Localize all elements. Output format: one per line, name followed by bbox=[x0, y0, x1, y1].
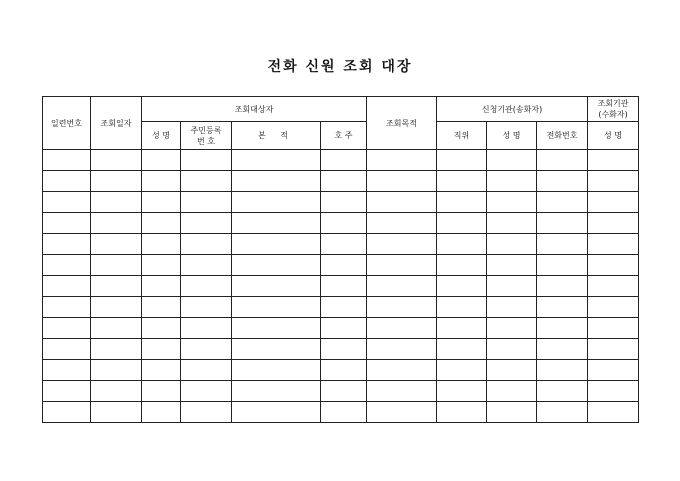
table-cell[interactable] bbox=[232, 402, 321, 423]
table-cell[interactable] bbox=[142, 297, 181, 318]
table-cell[interactable] bbox=[367, 255, 437, 276]
table-cell[interactable] bbox=[321, 234, 367, 255]
table-cell[interactable] bbox=[321, 276, 367, 297]
table-cell[interactable] bbox=[321, 192, 367, 213]
header-requester-name: 성 명 bbox=[487, 122, 537, 150]
table-cell[interactable] bbox=[487, 213, 537, 234]
table-cell[interactable] bbox=[537, 297, 588, 318]
table-cell[interactable] bbox=[537, 213, 588, 234]
table-row bbox=[43, 402, 639, 423]
table-cell[interactable] bbox=[232, 297, 321, 318]
table-cell[interactable] bbox=[437, 213, 487, 234]
table-cell[interactable] bbox=[588, 381, 639, 402]
table-cell[interactable] bbox=[321, 213, 367, 234]
table-cell[interactable] bbox=[142, 171, 181, 192]
table-cell[interactable] bbox=[537, 381, 588, 402]
table-cell[interactable] bbox=[181, 297, 232, 318]
table-cell[interactable] bbox=[91, 276, 142, 297]
table-cell[interactable] bbox=[181, 150, 232, 171]
table-cell[interactable] bbox=[321, 297, 367, 318]
table-row bbox=[43, 339, 639, 360]
table-cell[interactable] bbox=[181, 402, 232, 423]
header-inquiry-date: 조회일자 bbox=[91, 97, 142, 150]
table-cell[interactable] bbox=[91, 234, 142, 255]
table-cell[interactable] bbox=[537, 234, 588, 255]
table-cell[interactable] bbox=[142, 276, 181, 297]
table-cell[interactable] bbox=[142, 213, 181, 234]
header-inquiry-org bbox=[588, 97, 639, 122]
table-cell[interactable] bbox=[588, 360, 639, 381]
table-cell[interactable] bbox=[142, 192, 181, 213]
table-cell[interactable] bbox=[43, 234, 91, 255]
table-cell[interactable] bbox=[437, 276, 487, 297]
table-cell[interactable] bbox=[588, 297, 639, 318]
table-row bbox=[43, 150, 639, 171]
table-cell[interactable] bbox=[537, 339, 588, 360]
table-cell[interactable] bbox=[487, 381, 537, 402]
table-cell[interactable] bbox=[588, 339, 639, 360]
table-cell[interactable] bbox=[588, 234, 639, 255]
table-row bbox=[43, 234, 639, 255]
table-cell[interactable] bbox=[437, 402, 487, 423]
table-cell[interactable] bbox=[588, 150, 639, 171]
table-cell[interactable] bbox=[181, 318, 232, 339]
table-cell[interactable] bbox=[487, 402, 537, 423]
table-row bbox=[43, 192, 639, 213]
table-cell[interactable] bbox=[487, 150, 537, 171]
table-cell[interactable] bbox=[487, 276, 537, 297]
table-cell[interactable] bbox=[232, 339, 321, 360]
table-row bbox=[43, 171, 639, 192]
header-domicile: 본 적 bbox=[232, 122, 321, 150]
table-row bbox=[43, 318, 639, 339]
table-cell[interactable] bbox=[588, 255, 639, 276]
table-cell[interactable] bbox=[43, 318, 91, 339]
table-cell[interactable] bbox=[142, 150, 181, 171]
header-inquiry-org-line1: 조회기관 bbox=[597, 99, 629, 108]
table-cell[interactable] bbox=[537, 192, 588, 213]
table-cell[interactable] bbox=[232, 192, 321, 213]
table-cell[interactable] bbox=[487, 360, 537, 381]
table-cell[interactable] bbox=[367, 150, 437, 171]
inquiry-ledger-table bbox=[42, 96, 639, 423]
table-cell[interactable] bbox=[232, 318, 321, 339]
table-cell[interactable] bbox=[537, 276, 588, 297]
table-cell[interactable] bbox=[232, 171, 321, 192]
table-cell[interactable] bbox=[91, 171, 142, 192]
table-cell[interactable] bbox=[181, 339, 232, 360]
header-position: 직위 bbox=[437, 122, 487, 150]
table-cell[interactable] bbox=[487, 297, 537, 318]
table-cell[interactable] bbox=[232, 276, 321, 297]
table-cell[interactable] bbox=[588, 318, 639, 339]
table-cell[interactable] bbox=[142, 255, 181, 276]
document-title: 전화 신원 조회 대장 bbox=[267, 59, 413, 75]
table-cell[interactable] bbox=[91, 297, 142, 318]
table-cell[interactable] bbox=[367, 276, 437, 297]
table-cell[interactable] bbox=[232, 381, 321, 402]
ledger-body bbox=[43, 150, 639, 423]
table-cell[interactable] bbox=[43, 150, 91, 171]
header-serial-no: 일련번호 bbox=[43, 97, 91, 150]
table-cell[interactable] bbox=[367, 171, 437, 192]
table-cell[interactable] bbox=[91, 192, 142, 213]
table-row bbox=[43, 297, 639, 318]
table-cell[interactable] bbox=[588, 192, 639, 213]
table-cell[interactable] bbox=[321, 402, 367, 423]
table-cell[interactable] bbox=[91, 318, 142, 339]
header-inquiry-subject: 조회대상자 bbox=[142, 97, 367, 122]
table-row bbox=[43, 360, 639, 381]
table-cell[interactable] bbox=[537, 171, 588, 192]
table-cell[interactable] bbox=[437, 255, 487, 276]
table-cell[interactable] bbox=[91, 255, 142, 276]
table-cell[interactable] bbox=[437, 318, 487, 339]
table-cell[interactable] bbox=[142, 234, 181, 255]
table-cell[interactable] bbox=[321, 360, 367, 381]
table-cell[interactable] bbox=[43, 402, 91, 423]
table-cell[interactable] bbox=[91, 360, 142, 381]
table-cell[interactable] bbox=[43, 360, 91, 381]
table-cell[interactable] bbox=[588, 402, 639, 423]
table-cell[interactable] bbox=[142, 360, 181, 381]
header-resident-no bbox=[181, 122, 232, 150]
table-cell[interactable] bbox=[367, 318, 437, 339]
table-cell[interactable] bbox=[367, 297, 437, 318]
table-cell[interactable] bbox=[437, 297, 487, 318]
table-cell[interactable] bbox=[321, 150, 367, 171]
table-cell[interactable] bbox=[181, 171, 232, 192]
table-cell[interactable] bbox=[321, 381, 367, 402]
table-row bbox=[43, 381, 639, 402]
header-inquiry-purpose: 조회목적 bbox=[367, 97, 437, 150]
table-cell[interactable] bbox=[43, 255, 91, 276]
table-cell[interactable] bbox=[321, 318, 367, 339]
table-cell[interactable] bbox=[91, 339, 142, 360]
table-row bbox=[43, 213, 639, 234]
table-cell[interactable] bbox=[487, 318, 537, 339]
table-cell[interactable] bbox=[43, 213, 91, 234]
table-cell[interactable] bbox=[487, 192, 537, 213]
table-row bbox=[43, 255, 639, 276]
table-cell[interactable] bbox=[232, 360, 321, 381]
header-receiver-name: 성 명 bbox=[588, 122, 639, 150]
table-cell[interactable] bbox=[142, 339, 181, 360]
table-cell[interactable] bbox=[487, 171, 537, 192]
header-inquiry-org-line2: (수화자) bbox=[598, 110, 628, 119]
table-cell[interactable] bbox=[487, 234, 537, 255]
table-cell[interactable] bbox=[142, 402, 181, 423]
table-cell[interactable] bbox=[91, 381, 142, 402]
table-cell[interactable] bbox=[588, 171, 639, 192]
header-subject-name: 성 명 bbox=[142, 122, 181, 150]
table-cell[interactable] bbox=[181, 381, 232, 402]
table-cell[interactable] bbox=[232, 234, 321, 255]
table-cell[interactable] bbox=[487, 255, 537, 276]
table-cell[interactable] bbox=[43, 276, 91, 297]
table-cell[interactable] bbox=[321, 339, 367, 360]
table-cell[interactable] bbox=[181, 276, 232, 297]
header-household-head: 호 주 bbox=[321, 122, 367, 150]
table-cell[interactable] bbox=[43, 339, 91, 360]
table-cell[interactable] bbox=[91, 150, 142, 171]
table-cell[interactable] bbox=[437, 381, 487, 402]
table-cell[interactable] bbox=[537, 318, 588, 339]
table-cell[interactable] bbox=[232, 255, 321, 276]
table-cell[interactable] bbox=[91, 213, 142, 234]
table-cell[interactable] bbox=[437, 150, 487, 171]
header-requesting-org: 신청기관(송화자) bbox=[437, 97, 588, 122]
table-cell[interactable] bbox=[487, 339, 537, 360]
table-cell[interactable] bbox=[537, 402, 588, 423]
table-cell[interactable] bbox=[43, 171, 91, 192]
table-row bbox=[43, 276, 639, 297]
table-cell[interactable] bbox=[181, 192, 232, 213]
table-cell[interactable] bbox=[437, 339, 487, 360]
table-cell[interactable] bbox=[367, 381, 437, 402]
table-cell[interactable] bbox=[588, 276, 639, 297]
table-cell[interactable] bbox=[181, 360, 232, 381]
table-cell[interactable] bbox=[437, 360, 487, 381]
table-cell[interactable] bbox=[437, 192, 487, 213]
table-cell[interactable] bbox=[142, 381, 181, 402]
table-cell[interactable] bbox=[367, 234, 437, 255]
table-cell[interactable] bbox=[437, 171, 487, 192]
table-cell[interactable] bbox=[367, 192, 437, 213]
table-cell[interactable] bbox=[537, 360, 588, 381]
table-cell[interactable] bbox=[181, 255, 232, 276]
table-cell[interactable] bbox=[437, 234, 487, 255]
table-cell[interactable] bbox=[321, 255, 367, 276]
table-cell[interactable] bbox=[321, 171, 367, 192]
table-cell[interactable] bbox=[181, 234, 232, 255]
table-cell[interactable] bbox=[43, 192, 91, 213]
table-cell[interactable] bbox=[181, 213, 232, 234]
table-cell[interactable] bbox=[142, 318, 181, 339]
table-cell[interactable] bbox=[588, 213, 639, 234]
table-cell[interactable] bbox=[43, 381, 91, 402]
table-cell[interactable] bbox=[43, 297, 91, 318]
header-row-top bbox=[43, 97, 639, 122]
table-cell[interactable] bbox=[367, 360, 437, 381]
table-cell[interactable] bbox=[367, 402, 437, 423]
header-resident-no-line1: 주민등록 bbox=[190, 125, 222, 135]
table-cell[interactable] bbox=[367, 213, 437, 234]
table-cell[interactable] bbox=[232, 150, 321, 171]
table-cell[interactable] bbox=[367, 339, 437, 360]
table-cell[interactable] bbox=[91, 402, 142, 423]
table-cell[interactable] bbox=[537, 150, 588, 171]
header-resident-no-line2: 번 호 bbox=[197, 136, 215, 146]
table-cell[interactable] bbox=[537, 255, 588, 276]
header-phone-no: 전화번호 bbox=[537, 122, 588, 150]
table-cell[interactable] bbox=[232, 213, 321, 234]
